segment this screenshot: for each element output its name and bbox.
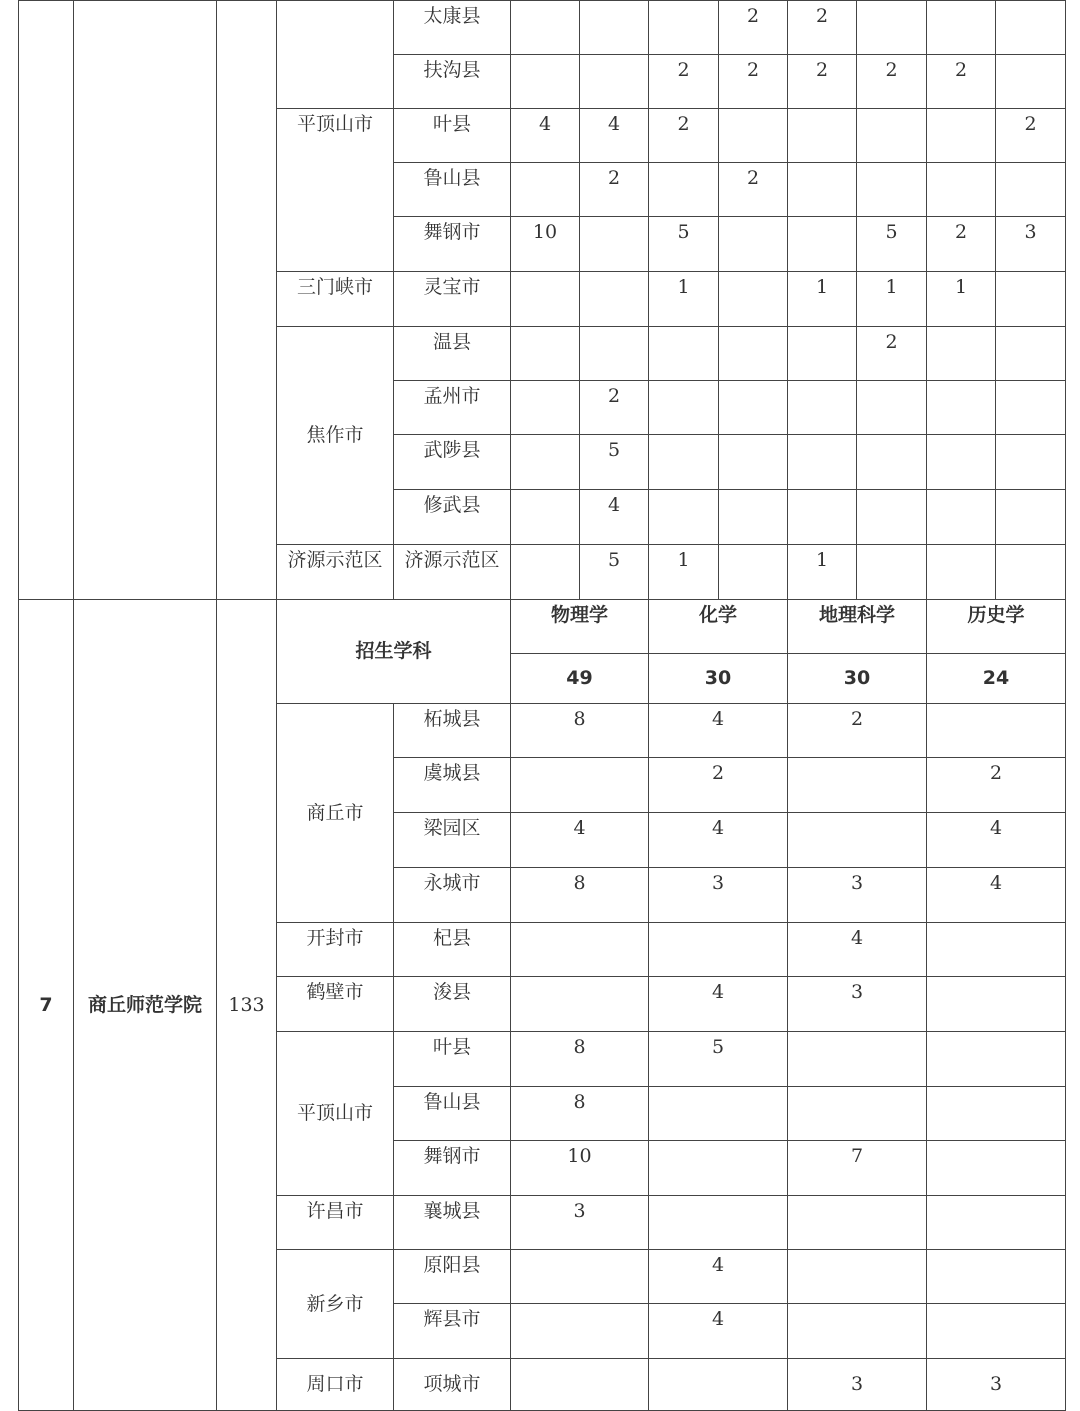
- quota-cell: [511, 1250, 649, 1304]
- quota-cell: [719, 272, 788, 327]
- quota-cell: [996, 435, 1066, 490]
- city-cell: 焦作市: [277, 327, 394, 545]
- subject-name-cell: 物理学: [511, 600, 649, 654]
- quota-cell: [511, 327, 580, 381]
- quota-cell: 8: [511, 1032, 649, 1087]
- quota-cell: 10: [511, 217, 580, 272]
- quota-cell: [788, 1032, 927, 1087]
- quota-cell: 2: [857, 55, 927, 109]
- quota-cell: 8: [511, 704, 649, 758]
- quota-cell: 4: [927, 868, 1066, 923]
- school-cell-continued: [74, 1, 217, 600]
- city-cell: 周口市: [277, 1359, 394, 1411]
- quota-cell: [511, 1, 580, 55]
- quota-cell: 4: [649, 813, 788, 868]
- quota-cell: 2: [580, 163, 649, 217]
- quota-cell: [927, 381, 996, 435]
- county-cell: 温县: [394, 327, 511, 381]
- city-cell-continued: [277, 1, 394, 109]
- quota-cell: [649, 1, 719, 55]
- quota-cell: [649, 490, 719, 545]
- quota-cell: [649, 1359, 788, 1411]
- quota-cell: [649, 381, 719, 435]
- city-cell: 平顶山市: [277, 1032, 394, 1196]
- quota-cell: [857, 545, 927, 600]
- quota-cell: [927, 1196, 1066, 1250]
- quota-cell: [511, 490, 580, 545]
- quota-cell: [580, 217, 649, 272]
- quota-cell: [649, 1087, 788, 1141]
- county-cell: 梁园区: [394, 813, 511, 868]
- quota-cell: 10: [511, 1141, 649, 1196]
- city-cell: 商丘市: [277, 704, 394, 923]
- quota-cell: 7: [788, 1141, 927, 1196]
- quota-cell: [511, 545, 580, 600]
- quota-cell: 2: [649, 758, 788, 813]
- county-cell: 孟州市: [394, 381, 511, 435]
- quota-cell: [996, 55, 1066, 109]
- quota-cell: [511, 163, 580, 217]
- quota-cell: [580, 1, 649, 55]
- county-cell: 永城市: [394, 868, 511, 923]
- quota-cell: 8: [511, 868, 649, 923]
- county-cell: 浚县: [394, 977, 511, 1032]
- quota-cell: [511, 1304, 649, 1359]
- quota-cell: [927, 704, 1066, 758]
- county-cell: 襄城县: [394, 1196, 511, 1250]
- quota-cell: [927, 1087, 1066, 1141]
- quota-cell: [649, 1196, 788, 1250]
- total-cell-continued: [217, 1, 277, 600]
- quota-cell: [857, 381, 927, 435]
- quota-cell: [927, 1141, 1066, 1196]
- city-cell: 许昌市: [277, 1196, 394, 1250]
- quota-cell: 5: [857, 217, 927, 272]
- city-cell: 平顶山市: [277, 109, 394, 272]
- quota-cell: [996, 327, 1066, 381]
- city-cell: 鹤壁市: [277, 977, 394, 1032]
- quota-cell: 3: [511, 1196, 649, 1250]
- county-cell: 扶沟县: [394, 55, 511, 109]
- quota-cell: 2: [649, 55, 719, 109]
- county-cell: 柘城县: [394, 704, 511, 758]
- quota-cell: [927, 490, 996, 545]
- quota-cell: [788, 435, 857, 490]
- county-cell: 项城市: [394, 1359, 511, 1411]
- county-cell: 武陟县: [394, 435, 511, 490]
- subject-total-cell: 30: [788, 654, 927, 704]
- quota-cell: [649, 163, 719, 217]
- quota-cell: [511, 381, 580, 435]
- quota-cell: 2: [996, 109, 1066, 163]
- subject-total-cell: 24: [927, 654, 1066, 704]
- quota-cell: 4: [788, 923, 927, 977]
- subject-header-cell: 招生学科: [277, 600, 511, 704]
- quota-cell: [788, 163, 857, 217]
- quota-cell: [788, 490, 857, 545]
- quota-cell: [788, 217, 857, 272]
- quota-cell: [649, 435, 719, 490]
- county-cell: 舞钢市: [394, 1141, 511, 1196]
- quota-cell: 4: [649, 977, 788, 1032]
- quota-cell: 3: [927, 1359, 1066, 1411]
- quota-cell: [857, 435, 927, 490]
- quota-cell: [511, 1359, 649, 1411]
- quota-cell: [719, 109, 788, 163]
- quota-cell: [719, 490, 788, 545]
- quota-cell: [788, 1250, 927, 1304]
- quota-cell: [649, 1141, 788, 1196]
- quota-cell: [927, 1304, 1066, 1359]
- subject-total-cell: 49: [511, 654, 649, 704]
- quota-cell: 5: [580, 545, 649, 600]
- total-quota-cell: 133: [217, 600, 277, 1411]
- quota-table-body: [19, 1, 1066, 1411]
- subject-name-cell: 历史学: [927, 600, 1066, 654]
- quota-cell: [788, 758, 927, 813]
- quota-cell: 4: [580, 490, 649, 545]
- quota-cell: [857, 109, 927, 163]
- county-cell: 鲁山县: [394, 1087, 511, 1141]
- quota-cell: [788, 813, 927, 868]
- table-row: [19, 600, 1066, 654]
- quota-cell: 1: [788, 272, 857, 327]
- county-cell: 鲁山县: [394, 163, 511, 217]
- quota-cell: [788, 381, 857, 435]
- county-cell: 舞钢市: [394, 217, 511, 272]
- quota-cell: 5: [649, 1032, 788, 1087]
- quota-cell: [927, 1032, 1066, 1087]
- quota-cell: 2: [580, 381, 649, 435]
- city-cell: 新乡市: [277, 1250, 394, 1359]
- county-cell: 叶县: [394, 109, 511, 163]
- quota-cell: [927, 977, 1066, 1032]
- quota-cell: [580, 55, 649, 109]
- quota-table: [18, 0, 1066, 1411]
- subject-name-cell: 化学: [649, 600, 788, 654]
- quota-cell: 4: [649, 1250, 788, 1304]
- county-cell: 原阳县: [394, 1250, 511, 1304]
- city-cell: 三门峡市: [277, 272, 394, 327]
- quota-cell: 4: [649, 1304, 788, 1359]
- quota-cell: [788, 1087, 927, 1141]
- quota-cell: [511, 435, 580, 490]
- quota-cell: [649, 327, 719, 381]
- quota-cell: [996, 490, 1066, 545]
- county-cell: 辉县市: [394, 1304, 511, 1359]
- quota-cell: [927, 923, 1066, 977]
- quota-cell: 5: [580, 435, 649, 490]
- quota-cell: 2: [719, 163, 788, 217]
- quota-cell: 2: [927, 55, 996, 109]
- quota-cell: [511, 272, 580, 327]
- quota-cell: [580, 272, 649, 327]
- quota-cell: [927, 109, 996, 163]
- quota-cell: 2: [857, 327, 927, 381]
- quota-cell: 5: [649, 217, 719, 272]
- quota-cell: [580, 327, 649, 381]
- quota-cell: [719, 435, 788, 490]
- quota-cell: 3: [788, 868, 927, 923]
- quota-cell: [511, 758, 649, 813]
- county-cell: 济源示范区: [394, 545, 511, 600]
- quota-cell: [788, 1196, 927, 1250]
- county-cell: 叶县: [394, 1032, 511, 1087]
- quota-cell: [996, 381, 1066, 435]
- quota-cell: [511, 923, 649, 977]
- quota-cell: [927, 545, 996, 600]
- quota-cell: 3: [649, 868, 788, 923]
- county-cell: 灵宝市: [394, 272, 511, 327]
- quota-cell: [927, 435, 996, 490]
- city-cell: 济源示范区: [277, 545, 394, 600]
- quota-cell: 2: [927, 758, 1066, 813]
- quota-cell: [996, 272, 1066, 327]
- quota-cell: [927, 1, 996, 55]
- quota-cell: 4: [511, 109, 580, 163]
- quota-cell: [996, 163, 1066, 217]
- index-cell: 7: [19, 600, 74, 1411]
- quota-cell: 4: [511, 813, 649, 868]
- quota-cell: [719, 327, 788, 381]
- quota-cell: [719, 545, 788, 600]
- quota-cell: 2: [649, 109, 719, 163]
- quota-cell: 1: [857, 272, 927, 327]
- quota-cell: 1: [649, 545, 719, 600]
- county-cell: 太康县: [394, 1, 511, 55]
- city-cell: 开封市: [277, 923, 394, 977]
- quota-cell: [788, 327, 857, 381]
- county-cell: 虞城县: [394, 758, 511, 813]
- quota-cell: 3: [996, 217, 1066, 272]
- quota-cell: [719, 381, 788, 435]
- subject-name-cell: 地理科学: [788, 600, 927, 654]
- quota-cell: [996, 1, 1066, 55]
- quota-cell: 3: [788, 977, 927, 1032]
- quota-cell: 1: [649, 272, 719, 327]
- quota-cell: 8: [511, 1087, 649, 1141]
- quota-cell: [927, 163, 996, 217]
- quota-cell: 1: [927, 272, 996, 327]
- quota-cell: 2: [927, 217, 996, 272]
- county-cell: 杞县: [394, 923, 511, 977]
- quota-cell: [649, 923, 788, 977]
- quota-cell: [927, 327, 996, 381]
- quota-cell: [511, 977, 649, 1032]
- school-name-cell: 商丘师范学院: [74, 600, 217, 1411]
- quota-cell: 2: [719, 1, 788, 55]
- index-cell-continued: [19, 1, 74, 600]
- quota-cell: [788, 109, 857, 163]
- quota-cell: [511, 55, 580, 109]
- quota-cell: 2: [788, 55, 857, 109]
- quota-cell: [857, 490, 927, 545]
- county-cell: 修武县: [394, 490, 511, 545]
- quota-cell: [927, 1250, 1066, 1304]
- quota-cell: 2: [788, 704, 927, 758]
- quota-cell: 4: [649, 704, 788, 758]
- quota-cell: 2: [719, 55, 788, 109]
- quota-cell: [788, 1304, 927, 1359]
- quota-cell: [719, 217, 788, 272]
- table-row: [19, 1, 1066, 55]
- quota-cell: 2: [788, 1, 857, 55]
- quota-cell: [857, 1, 927, 55]
- quota-cell: 4: [580, 109, 649, 163]
- quota-cell: [857, 163, 927, 217]
- quota-cell: 4: [927, 813, 1066, 868]
- subject-total-cell: 30: [649, 654, 788, 704]
- quota-cell: 3: [788, 1359, 927, 1411]
- quota-cell: [996, 545, 1066, 600]
- quota-cell: 1: [788, 545, 857, 600]
